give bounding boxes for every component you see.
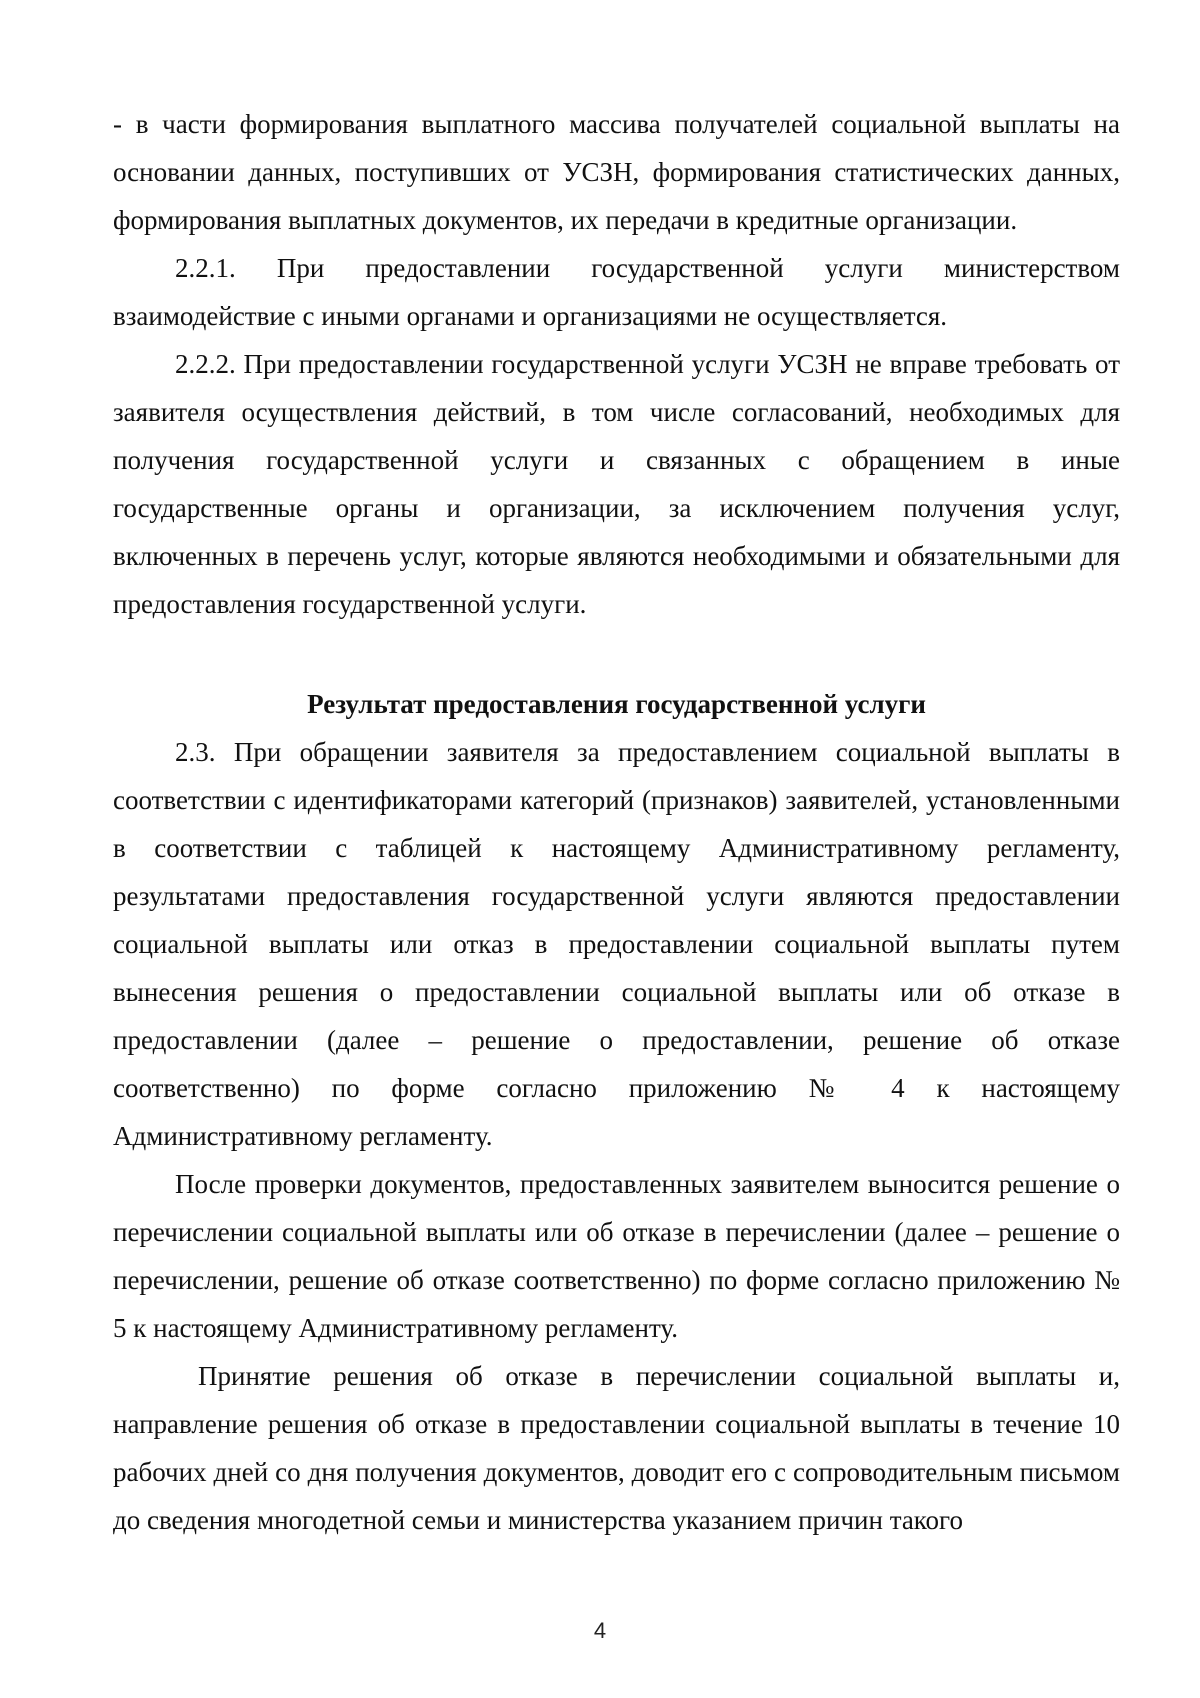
document-page	[113, 100, 1120, 1544]
paragraph-payment-array: - в части формирования выплатного массива получателей социальной выплаты на основании данных, поступивших от УСЗН, формирования статистических данных, формирования выплатных документов, их передачи в кредитные организации.	[113, 109, 1120, 235]
paragraph-refusal-decision: Принятие решения об отказе в перечислении социальной выплаты и, направление решения об отказе в предоставлении социальной выплаты в течение 10 рабочих дней со дня получения документов, доводит его с сопроводительным письмом до сведения многодетной семьи и министерства указанием причин такого	[113, 1361, 1120, 1535]
paragraph-2-3: 2.3. При обращении заявителя за предоставлением социальной выплаты в соответствии с идентификаторами категорий (признаков) заявителей, установленными в соответствии с таблицей к настоящему Административному регламенту, результатами предоставления государственной услуги являются предоставлении социальной выплаты или отказ в предоставлении социальной выплаты путем вынесения решения о предоставлении социальной выплаты или об отказе в предоставлении (далее – решение о предоставлении, решение об отказе соответственно) по форме согласно приложению № 4 к настоящему Административному регламенту.	[113, 737, 1120, 1151]
page-number: 4	[593, 1618, 607, 1643]
paragraph-2-2-2: 2.2.2. При предоставлении государственной услуги УСЗН не вправе требовать от заявителя осуществления действий, в том числе согласований, необходимых для получения государственной услуги и связанных с обращением в иные государственные органы и организации, за исключением получения услуг, включенных в перечень услуг, которые являются необходимыми и обязательными для предоставления государственной услуги.	[113, 349, 1120, 619]
paragraph-after-check: После проверки документов, предоставленных заявителем выносится решение о перечислении социальной выплаты или об отказе в перечислении (далее – решение о перечислении, решение об отказе соответственно) по форме согласно приложению № 5 к настоящему Административному регламенту.	[113, 1169, 1120, 1343]
paragraph-2-2-1: 2.2.1. При предоставлении государственной услуги министерством взаимодействие с иными органами и организациями не осуществляется.	[113, 253, 1120, 331]
section-heading: Результат предоставления государственной услуги	[307, 689, 926, 719]
